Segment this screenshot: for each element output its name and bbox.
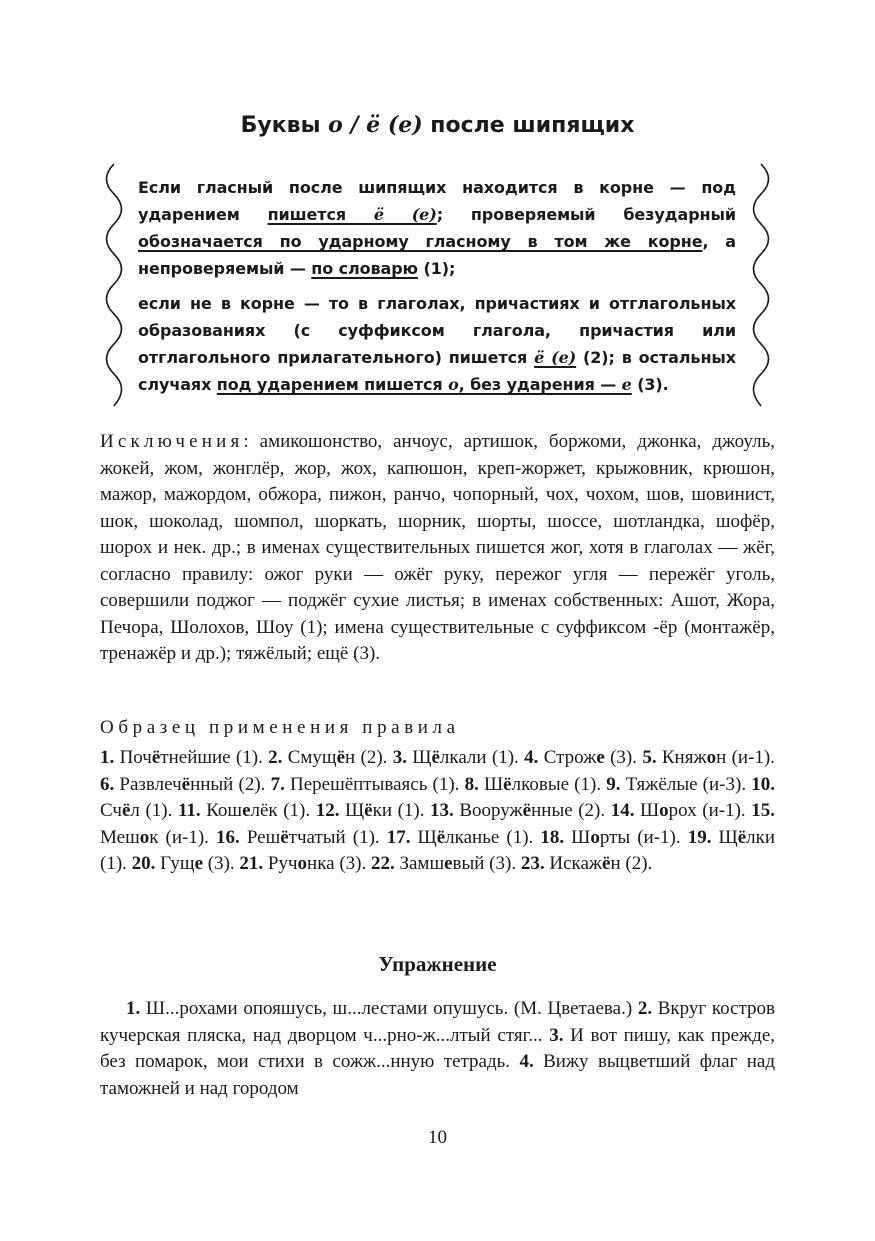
- sample-item: 22. Замшевый (3).: [370, 853, 521, 874]
- page-number: 10: [428, 1127, 447, 1148]
- exercise-text: [100, 996, 775, 1102]
- rule-box: [100, 160, 775, 410]
- item-number: 16.: [216, 826, 240, 848]
- item-number: 13.: [430, 800, 454, 821]
- item-number: 9.: [606, 773, 621, 795]
- sample-item: 15. Мешок (и-1).: [100, 800, 775, 848]
- sample-item: 11. Кошелёк (1).: [177, 800, 316, 821]
- highlighted-vowel: е: [444, 853, 453, 874]
- highlighted-vowel: ё: [181, 773, 191, 795]
- sample-item: 17. Щёлканье (1).: [386, 826, 541, 848]
- exercise-item: 3. И вот пишу, как прежде, без помарок, мои стихи в сожж...нную тетрадь.: [100, 1024, 775, 1072]
- exceptions-text: : амикошонство, анчоус, артишок, боржоми, джонка, джоуль, жокей, жом, жонглёр, жор, жох, капюшон, креп-жоржет, крыжовник, крюшон, мажор, мажордом, обжора, пижон, ранчо, чопорный, чох, чохом, шов, шовинист, шок, шоколад, шомпол, шоркать, шорник, шорты, шоссе, шотландка, шофёр, шорох и нек. др.; в именах существительных пишется жог, хотя в глаголах — жёг, согласно правилу: ожог руки — ожёг руку, пережог угля — пережёг уголь, совершили поджог — поджёг сухие листья; в именах собственных: Ашот, Жора, Печора, Шолохов, Шоу (1); имена существительные с суффиксом -ёр (монтажёр, тренажёр и др.); тяжёлый; ещё (3).: [100, 431, 775, 664]
- highlighted-vowel: ё: [121, 800, 131, 821]
- exceptions-paragraph: [100, 429, 775, 668]
- sample-item: 23. Искажён (2).: [520, 853, 653, 874]
- item-number: 11.: [177, 800, 201, 821]
- sample-item: 9. Тяжёлые (и-3).: [606, 773, 752, 795]
- highlighted-vowel: ё: [503, 773, 512, 795]
- item-number: 15.: [751, 800, 775, 821]
- exercise-item: 2. Вкруг костров кучерская пляска, над дворцом ч...рно-ж...лтый стяг...: [100, 998, 775, 1046]
- exercise-heading: Упражнение: [378, 952, 497, 976]
- underlined-phrase: ё (е): [534, 348, 577, 367]
- highlighted-vowel: ё: [436, 826, 446, 848]
- highlighted-vowel: ё: [522, 800, 532, 821]
- sample-item: 1. Почётнейшие (1).: [100, 747, 269, 768]
- item-number: 10.: [751, 773, 775, 795]
- highlighted-vowel: о: [297, 853, 308, 874]
- sample-item: 3. Щёлкали (1).: [392, 747, 525, 768]
- item-number: 5.: [642, 747, 657, 768]
- item-number: 23.: [520, 853, 545, 874]
- title-letters: о / ё (е): [328, 112, 423, 138]
- highlighted-vowel: о: [659, 800, 669, 821]
- item-number: 3.: [549, 1024, 564, 1046]
- highlighted-vowel: ё: [364, 800, 373, 821]
- sample-item: 4. Строже (3).: [524, 747, 643, 768]
- highlighted-vowel: ё: [280, 826, 289, 848]
- rule-paragraph-2: если не в корне — то в глаголах, причастиях и отглагольных образованиях (с суффиксом глагола, причастия или отглагольного прилагательного) пишется ё (е) (2); в остальных случаях под ударением пишется о, без ударения — е (3).: [138, 294, 736, 394]
- item-number: 6.: [100, 773, 115, 795]
- highlighted-vowel: ё: [151, 747, 161, 768]
- sample-item: 14. Шорох (и-1).: [610, 800, 752, 821]
- sample-item: 12. Щёки (1).: [315, 800, 431, 821]
- item-number: 1.: [100, 747, 115, 768]
- item-number: 17.: [386, 826, 411, 848]
- sample-item: 10. Счёл (1).: [100, 773, 775, 821]
- underlined-phrase: обозначается по ударному гласному в том же корне: [138, 232, 703, 251]
- title-prefix: Буквы: [240, 113, 329, 138]
- rule-text: [138, 174, 736, 406]
- left-wavy-brace: [102, 160, 124, 410]
- highlighted-vowel: ё: [737, 826, 747, 848]
- item-number: 8.: [464, 773, 479, 795]
- item-number: 4.: [519, 1051, 534, 1072]
- rule-paragraph-1: Если гласный после шипящих находится в корне — под ударением пишется ё (е); проверяемый безударный обозначается по ударному гласному в том же корне, а непроверяемый — по словарю (1);: [138, 178, 736, 278]
- exercise-item: 1. Ш...рохами опояшусь, ш...лестами опушусь. (М. Цветаева.): [126, 998, 638, 1019]
- item-number: 21.: [239, 853, 264, 874]
- item-number: 3.: [392, 747, 407, 768]
- sample-item: 13. Вооружённые (2).: [430, 800, 611, 821]
- item-number: 12.: [315, 800, 340, 821]
- right-wavy-brace: [751, 160, 773, 410]
- underlined-phrase: пишется ё (е): [267, 205, 437, 224]
- sample-item: 18. Шорты (и-1).: [540, 826, 688, 848]
- sample-item: 21. Ручонка (3).: [239, 853, 371, 874]
- page-title: [100, 112, 775, 138]
- highlighted-vowel: ё: [431, 747, 440, 768]
- sample-item: 20. Гуще (3).: [131, 853, 240, 874]
- title-suffix: после шипящих: [422, 113, 635, 138]
- highlighted-vowel: о: [139, 826, 150, 848]
- item-number: 2.: [637, 998, 653, 1019]
- underlined-phrase: под ударением пишется о, без ударения — е: [216, 375, 632, 394]
- item-number: 4.: [524, 747, 539, 768]
- exceptions-label: Исключения: [100, 431, 244, 452]
- item-number: 22.: [370, 853, 395, 874]
- sample-heading: Образец применения правила: [100, 717, 460, 738]
- highlighted-vowel: е: [194, 853, 203, 874]
- item-number: 14.: [610, 800, 635, 821]
- exercise-item: 4. Вижу выцветший флаг над таможней и над городом: [100, 1051, 776, 1099]
- sample-item: 5. Княжон (и-1).: [642, 747, 775, 768]
- sample-list: [100, 745, 775, 878]
- highlighted-vowel: о: [706, 747, 717, 768]
- item-number: 1.: [126, 998, 141, 1019]
- item-number: 18.: [540, 826, 565, 848]
- sample-item: 7. Перешёптываясь (1).: [270, 773, 465, 795]
- sample-item: 8. Шёлковые (1).: [464, 773, 607, 795]
- highlighted-vowel: ё: [602, 853, 611, 874]
- sample-item: 19. Щёлки (1).: [100, 826, 776, 874]
- sample-item: 6. Развлечённый (2).: [100, 773, 271, 795]
- highlighted-vowel: о: [590, 826, 600, 848]
- sample-item: 16. Решётчатый (1).: [216, 826, 387, 848]
- highlighted-vowel: ё: [336, 747, 345, 768]
- item-number: 2.: [268, 747, 283, 768]
- highlighted-vowel: е: [242, 800, 251, 821]
- underlined-phrase: по словарю: [311, 259, 419, 278]
- item-number: 7.: [270, 773, 285, 795]
- highlighted-vowel: е: [596, 747, 605, 768]
- item-number: 20.: [131, 853, 156, 874]
- sample-item: 2. Смущён (2).: [268, 747, 393, 768]
- item-number: 19.: [687, 826, 712, 848]
